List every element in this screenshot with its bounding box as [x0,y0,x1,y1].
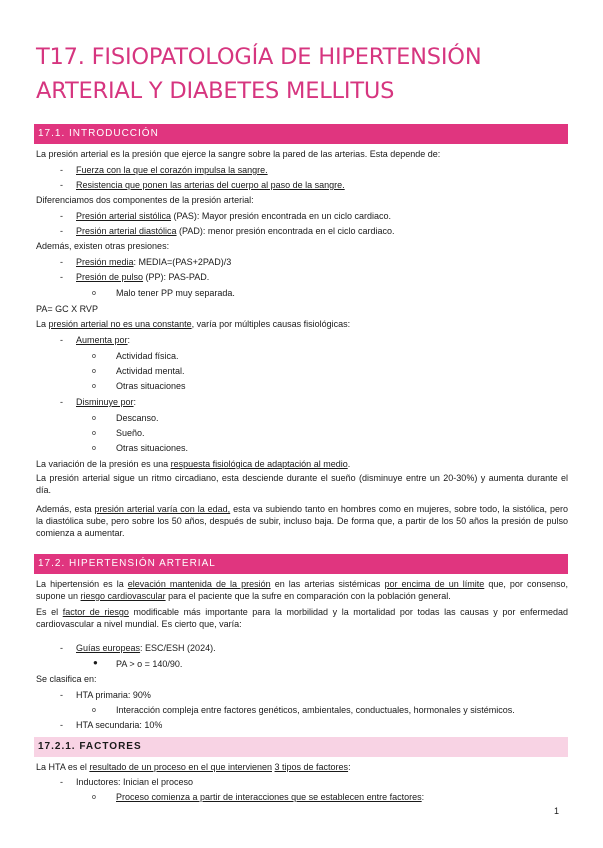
circle-bullet-icon: o [92,415,96,422]
list-item: HTA secundaria: 10% [76,720,163,730]
paragraph: Es el factor de riesgo modificable más importante para la morbilidad y la mortalidad por todas las causas y por enfermedad cardiovascular a nivel mundial. Es cierto que, varía: [36,607,568,629]
dash-bullet: - [60,226,63,236]
paragraph: La presión arterial es la presión que ejerce la sangre sobre la pared de las arterias. Esta depende de: [36,149,441,159]
dash-bullet: - [60,777,63,787]
paragraph: La HTA es el resultado de un proceso en el que intervienen 3 tipos de factores: [36,762,351,772]
circle-bullet-icon: o [92,383,96,390]
list-item: Aumenta por: [76,335,131,345]
list-item: Malo tener PP muy separada. [116,288,235,298]
dash-bullet: - [60,335,63,345]
page-title: T17. FISIOPATOLOGÍA DE HIPERTENSIÓN ARTERIAL Y DIABETES MELLITUS [36,44,482,104]
list-item: Guías europeas: ESC/ESH (2024). [76,643,216,653]
paragraph: La hipertensión es la elevación mantenida de la presión en las arterias sistémicas por encima de un límite que, por consenso, supone un riesgo cardiovascular para el paciente que la sufre en comparación con la población general. [36,579,568,601]
list-item: Actividad física. [116,351,179,361]
list-item: Disminuye por: [76,397,137,407]
list-item: Presión de pulso (PP): PAS-PAD. [76,272,210,282]
paragraph: Además, esta presión arterial varía con la edad, esta va subiendo tanto en hombres como en mujeres, sobre todo, la sistólica, pero la diastólica sube, pero sobre los 50 años, después de subir, incluso baja. De forma que, a partir de los 50 años la presión de pulso comienza a aumentar. [36,504,568,538]
section-header-hipertension: 17.2. HIPERTENSIÓN ARTERIAL [34,554,568,574]
dash-bullet: - [60,643,63,653]
list-item: Actividad mental. [116,366,185,376]
list-item: Presión arterial diastólica (PAD): menor presión encontrada en el ciclo cardiaco. [76,226,395,236]
circle-bullet-icon: o [92,445,96,452]
circle-bullet-icon: o [92,794,96,801]
paragraph: La variación de la presión es una respuesta fisiológica de adaptación al medio. [36,459,351,469]
list-item: Presión media: MEDIA=(PAS+2PAD)/3 [76,257,232,267]
list-item: Fuerza con la que el corazón impulsa la sangre. [76,165,268,175]
list-item: Presión arterial sistólica (PAS): Mayor presión encontrada en un ciclo cardiaco. [76,211,391,221]
circle-bullet-icon: o [92,290,96,297]
paragraph: Diferenciamos dos componentes de la presión arterial: [36,195,254,205]
dash-bullet: - [60,257,63,267]
circle-bullet-icon: o [92,353,96,360]
subsection-header-factores: 17.2.1. FACTORES [34,737,568,757]
dash-bullet: - [60,690,63,700]
list-item: Interacción compleja entre factores genéticos, ambientales, conductuales, hormonales y sistémicos. [116,705,515,715]
paragraph: Además, existen otras presiones: [36,241,170,251]
circle-bullet-icon: o [92,707,96,714]
paragraph: La presión arterial no es una constante, varía por múltiples causas fisiológicas: [36,319,351,329]
formula: PA= GC X RVP [36,304,98,314]
paragraph: Se clasifica en: [36,674,97,684]
list-item: Resistencia que ponen las arterias del cuerpo al paso de la sangre. [76,180,345,190]
dash-bullet: - [60,180,63,190]
list-item: Inductores: Inician el proceso [76,777,194,787]
list-item: Descanso. [116,413,159,423]
page-number: 1 [554,806,560,816]
circle-bullet-icon: o [92,430,96,437]
section-header-introduccion: 17.1. INTRODUCCIÓN [34,124,568,144]
filled-bullet-icon: ● [93,658,98,667]
paragraph: La presión arterial sigue un ritmo circadiano, esta desciende durante el sueño (disminuye entre un 20-30%) y aumenta durante el día. [36,473,568,495]
list-item: Proceso comienza a partir de interacciones que se establecen entre factores: [116,792,425,802]
dash-bullet: - [60,720,63,730]
list-item: Sueño. [116,428,145,438]
dash-bullet: - [60,211,63,221]
list-item: Otras situaciones. [116,443,189,453]
circle-bullet-icon: o [92,368,96,375]
list-item: Otras situaciones [116,381,186,391]
dash-bullet: - [60,272,63,282]
dash-bullet: - [60,165,63,175]
list-item: PA > o = 140/90. [116,659,183,669]
dash-bullet: - [60,397,63,407]
list-item: HTA primaria: 90% [76,690,151,700]
